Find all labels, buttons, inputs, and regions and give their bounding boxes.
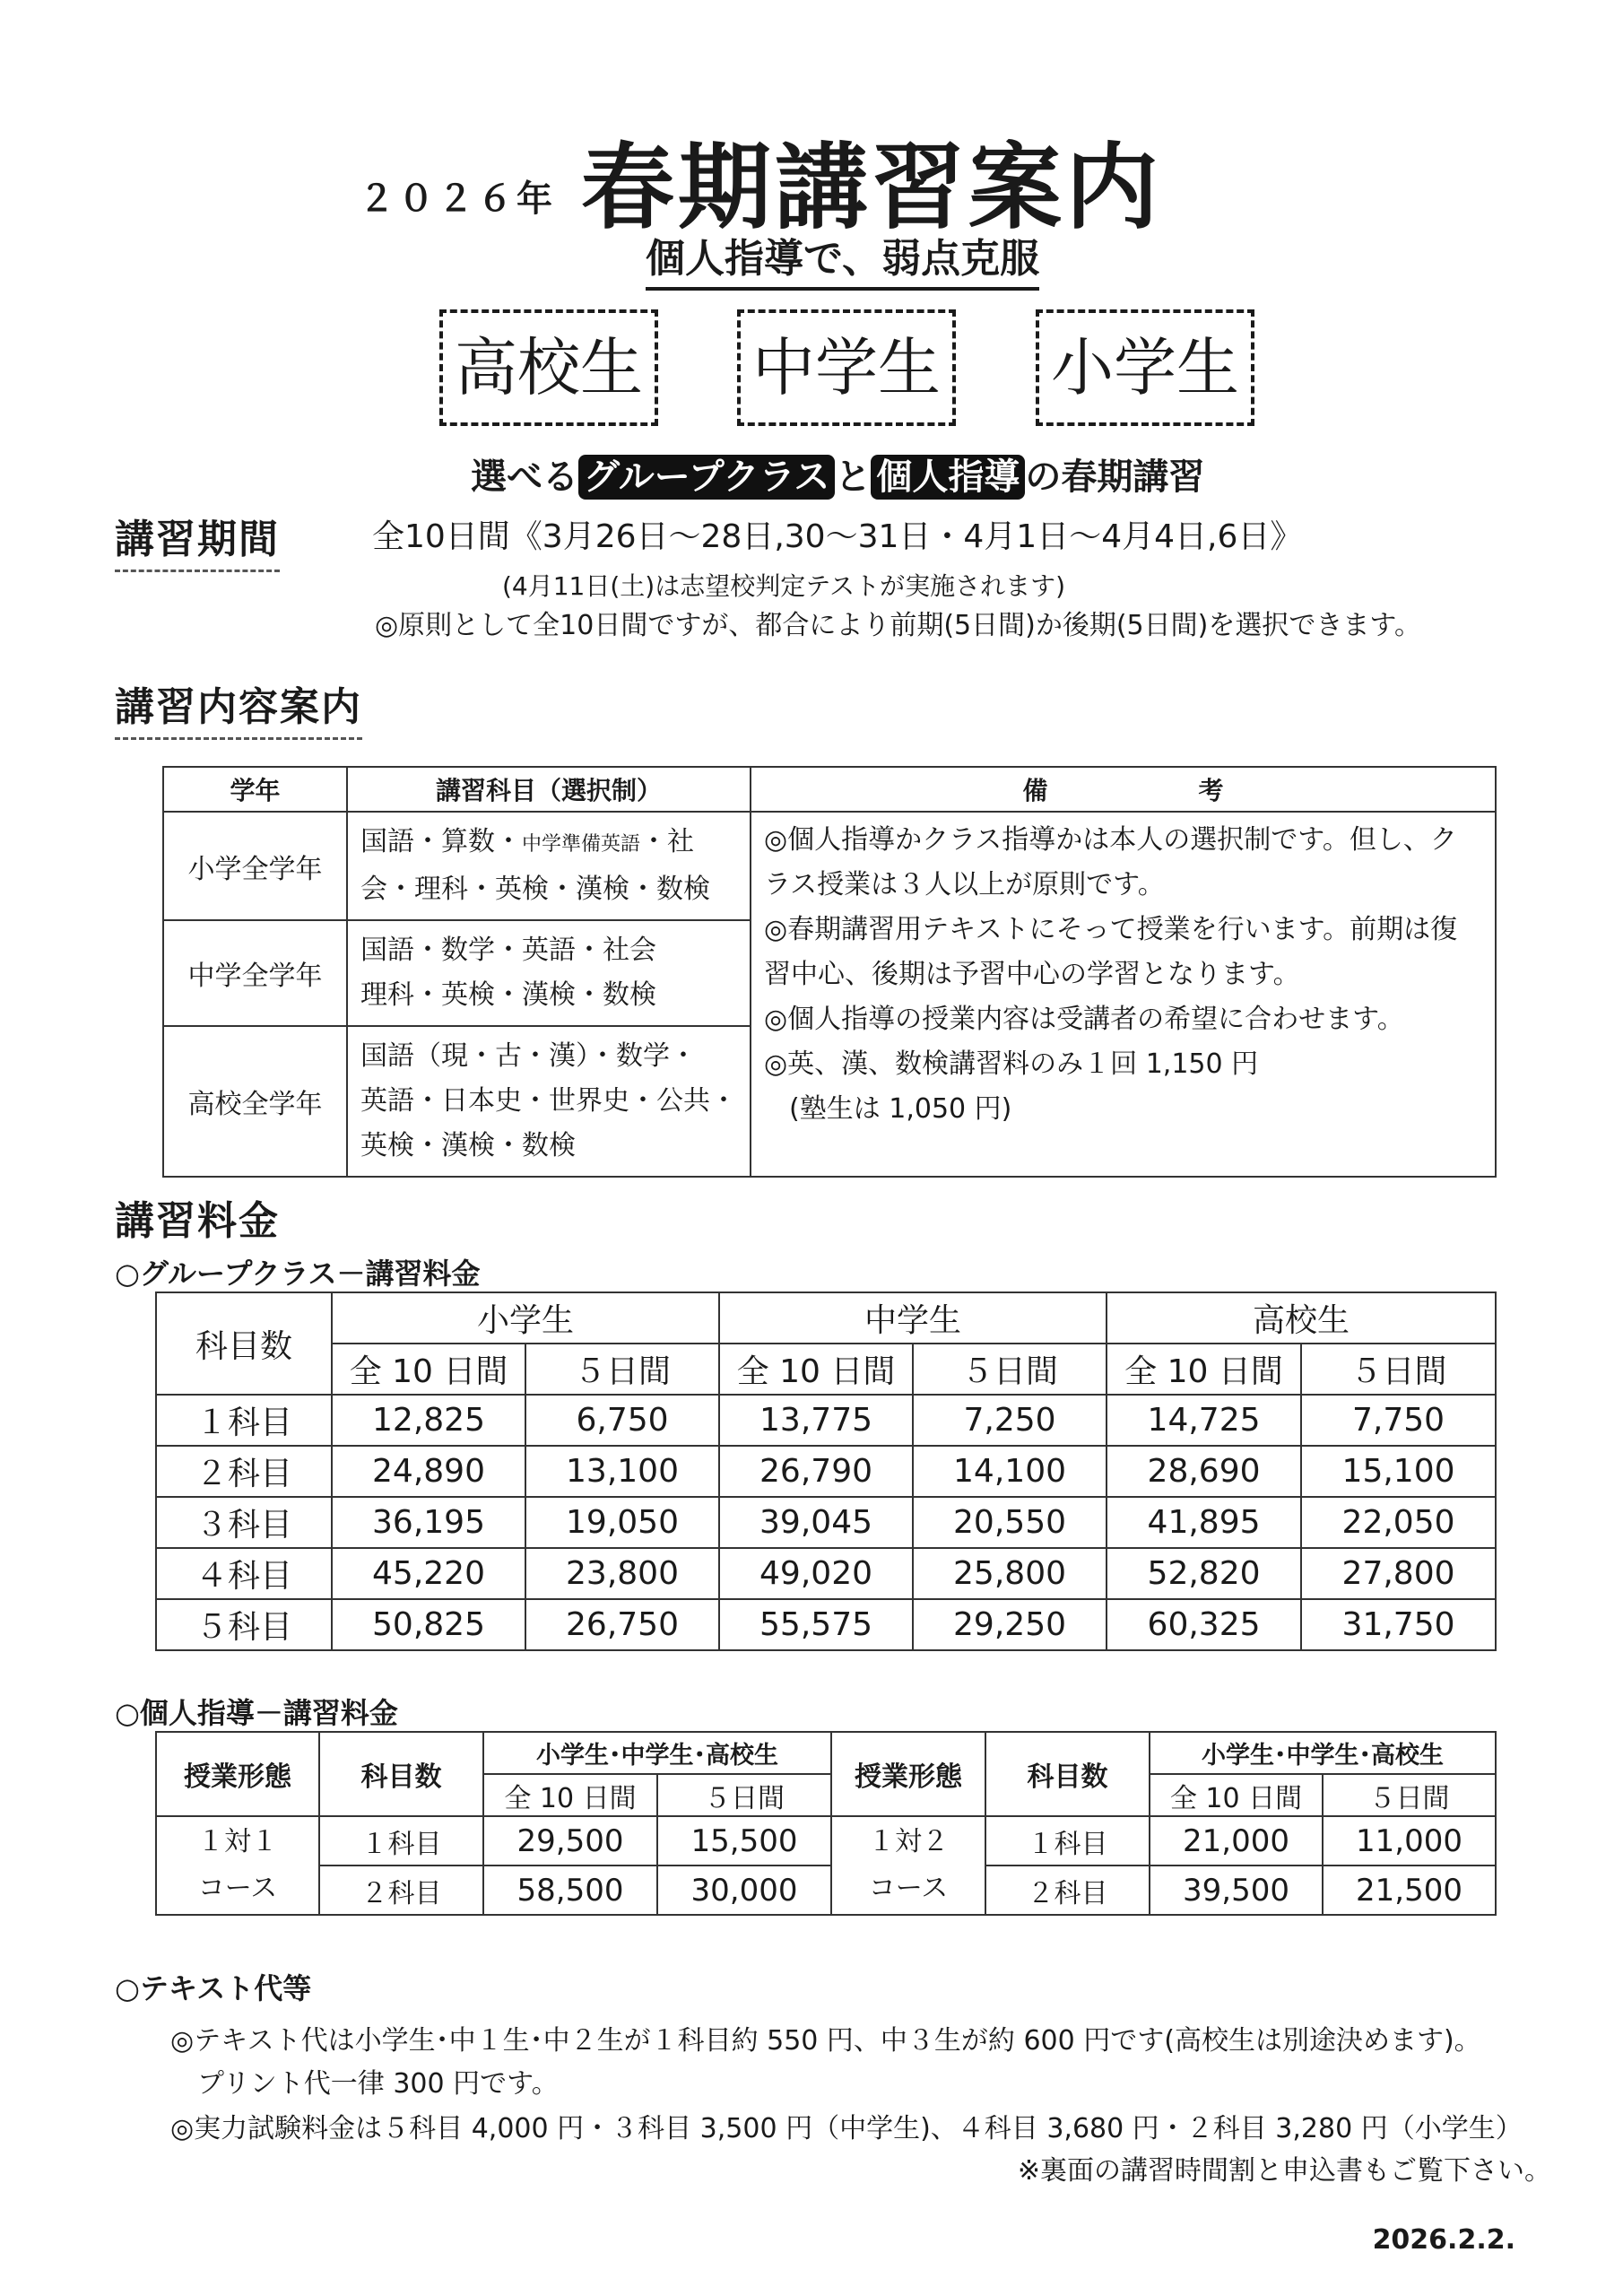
- fee-cell: 6,750: [525, 1395, 719, 1446]
- individual-fee-table: [155, 1731, 1497, 1916]
- row-label: ３科目: [156, 1497, 332, 1548]
- text-fee-line: ◎実力試験料金は５科目 4,000 円・３科目 3,500 円（中学生)、４科目 3,680 円・２科目 3,280 円（小学生）: [170, 2113, 1523, 2144]
- tagline-highlight-individual: 個人指導: [871, 455, 1025, 500]
- row-label: ２科目: [985, 1866, 1150, 1915]
- grade-cell: 小学全学年: [163, 812, 347, 920]
- fee-cell: 14,725: [1107, 1395, 1301, 1446]
- fee-cell: 15,100: [1301, 1446, 1496, 1497]
- tagline-part: 選べる: [471, 457, 578, 498]
- table-header-row: [163, 767, 1496, 812]
- fee-cell: 7,750: [1301, 1395, 1496, 1446]
- level-header: 小学生･中学生･高校生: [1150, 1732, 1496, 1774]
- grade-box-elementary: 小学生: [1036, 309, 1254, 426]
- fee-cell: 55,575: [719, 1599, 913, 1650]
- level-header: 小学生: [332, 1292, 719, 1344]
- remark-line: ◎個人指導の授業内容は受講者の希望に合わせます。: [764, 1004, 1404, 1035]
- fee-cell: 11,000: [1323, 1816, 1496, 1866]
- fee-cell: 14,100: [913, 1446, 1107, 1497]
- fee-cell: 23,800: [525, 1548, 719, 1599]
- subject-cell: [347, 812, 751, 920]
- fee-cell: 31,750: [1301, 1599, 1496, 1650]
- subject-text: 国語・数学・英語・社会: [360, 935, 656, 966]
- group-fees-heading: ○グループクラス－講習料金: [115, 1257, 481, 1291]
- column-header: 備 考: [751, 767, 1496, 812]
- fee-cell: 21,000: [1150, 1816, 1323, 1866]
- fee-cell: 20,550: [913, 1497, 1107, 1548]
- subject-text: 英語・日本史・世界史・公共・: [360, 1085, 737, 1117]
- table-row: [156, 1866, 1496, 1915]
- form-header: 授業形態: [156, 1732, 319, 1816]
- row-label: ２科目: [156, 1446, 332, 1497]
- issue-date: 2026.2.2.: [1372, 2224, 1515, 2256]
- row-label: ５科目: [156, 1599, 332, 1650]
- period-header: 全 10 日間: [332, 1344, 525, 1395]
- grade-box-high: 高校生: [439, 309, 658, 426]
- course-name: １対２: [868, 1826, 949, 1857]
- fee-cell: 12,825: [332, 1395, 525, 1446]
- period-header: ５日間: [525, 1344, 719, 1395]
- fee-cell: 30,000: [657, 1866, 831, 1915]
- subject-cell: [347, 920, 751, 1026]
- period-header: ５日間: [1323, 1774, 1496, 1816]
- table-header-row: [156, 1732, 1496, 1774]
- fee-cell: 52,820: [1107, 1548, 1301, 1599]
- period-header: ５日間: [913, 1344, 1107, 1395]
- remarks-cell: [751, 812, 1496, 1177]
- period-header: 全 10 日間: [1150, 1774, 1323, 1816]
- tagline-highlight-group: グループクラス: [578, 455, 835, 500]
- course-name: １対１: [197, 1826, 278, 1857]
- fee-cell: 29,500: [483, 1816, 657, 1866]
- subject-text: 国語・算数・: [360, 826, 522, 857]
- content-table: [162, 766, 1497, 1178]
- grade-cell: 高校全学年: [163, 1026, 347, 1177]
- fee-cell: 26,790: [719, 1446, 913, 1497]
- fee-cell: 36,195: [332, 1497, 525, 1548]
- subtitle: 個人指導で、弱点克服: [646, 226, 1039, 291]
- fee-cell: 25,800: [913, 1548, 1107, 1599]
- column-header: 学年: [163, 767, 347, 812]
- subject-text: ・社会・理科・英検・漢検・数検: [360, 826, 710, 905]
- table-row: [156, 1395, 1496, 1446]
- subject-text: 英検・漢検・数検: [360, 1130, 576, 1161]
- fee-cell: 19,050: [525, 1497, 719, 1548]
- count-header: 科目数: [319, 1732, 483, 1816]
- level-header: 高校生: [1107, 1292, 1496, 1344]
- period-header: ５日間: [1301, 1344, 1496, 1395]
- subject-text-small: 中学準備英語: [522, 833, 641, 856]
- remark-line: (塾生は 1,050 円): [789, 1093, 1012, 1125]
- row-label: ２科目: [319, 1866, 483, 1915]
- table-row: [156, 1497, 1496, 1548]
- fee-cell: 49,020: [719, 1548, 913, 1599]
- course-name: コース: [197, 1873, 278, 1904]
- page-title: 春期講習案内: [581, 133, 1163, 242]
- period-header: ５日間: [657, 1774, 831, 1816]
- table-row: [156, 1446, 1496, 1497]
- fee-cell: 7,250: [913, 1395, 1107, 1446]
- row-label: １科目: [985, 1816, 1150, 1866]
- text-fee-line: ◎テキスト代は小学生･中１生･中２生が１科目約 550 円、中３生が約 600 円です(高校生は別途決めます)。: [170, 2025, 1481, 2057]
- row-label: １科目: [319, 1816, 483, 1866]
- content-heading: 講習内容案内: [115, 674, 362, 740]
- grade-box-middle: 中学生: [737, 309, 956, 426]
- year-label: ２０２６年: [359, 178, 556, 220]
- tagline-part: と: [835, 457, 872, 498]
- subject-cell: [347, 1026, 751, 1177]
- count-header: 科目数: [985, 1732, 1150, 1816]
- table-row: [163, 812, 1496, 920]
- fee-cell: 39,500: [1150, 1866, 1323, 1915]
- fee-cell: 60,325: [1107, 1599, 1301, 1650]
- tagline-part: の春期講習: [1025, 457, 1205, 498]
- row-label: ４科目: [156, 1548, 332, 1599]
- period-note-test: (4月11日(土)は志望校判定テストが実施されます): [502, 571, 1066, 601]
- corner-header: 科目数: [156, 1292, 332, 1395]
- fee-cell: 45,220: [332, 1548, 525, 1599]
- group-fee-table: [155, 1292, 1497, 1651]
- remark-line: ◎春期講習用テキストにそって授業を行います。前期は復習中心、後期は予習中心の学習となります。: [764, 914, 1458, 990]
- period-dates: 全10日間《3月26日～28日,30～31日・4月1日～4月4日,6日》: [372, 518, 1303, 555]
- course-cell: [156, 1816, 319, 1915]
- row-label: １科目: [156, 1395, 332, 1446]
- remark-line: ◎個人指導かクラス指導かは本人の選択制です。但し、クラス授業は３人以上が原則です。: [764, 824, 1457, 900]
- table-header-row: [156, 1292, 1496, 1344]
- individual-fees-heading: ○個人指導－講習料金: [115, 1696, 398, 1730]
- text-fee-line: プリント代一律 300 円です。: [197, 2068, 559, 2100]
- fee-cell: 27,800: [1301, 1548, 1496, 1599]
- fee-cell: 29,250: [913, 1599, 1107, 1650]
- subject-text: 国語（現・古・漢）・数学・: [360, 1040, 697, 1072]
- column-header: 講習科目（選択制）: [347, 767, 751, 812]
- fee-cell: 21,500: [1323, 1866, 1496, 1915]
- table-row: [156, 1548, 1496, 1599]
- course-name: コース: [868, 1873, 949, 1904]
- fee-cell: 15,500: [657, 1816, 831, 1866]
- fee-cell: 22,050: [1301, 1497, 1496, 1548]
- fee-cell: 28,690: [1107, 1446, 1301, 1497]
- period-header: 全 10 日間: [719, 1344, 913, 1395]
- fee-cell: 39,045: [719, 1497, 913, 1548]
- text-fees-heading: ○テキスト代等: [115, 1971, 312, 2005]
- fee-cell: 24,890: [332, 1446, 525, 1497]
- subject-text: 理科・英検・漢検・数検: [360, 979, 656, 1011]
- table-row: [156, 1816, 1496, 1866]
- period-header: 全 10 日間: [1107, 1344, 1301, 1395]
- period-header: 全 10 日間: [483, 1774, 657, 1816]
- course-cell: [831, 1816, 985, 1915]
- fee-cell: 13,775: [719, 1395, 913, 1446]
- grade-cell: 中学全学年: [163, 920, 347, 1026]
- reverse-side-note: ※裏面の講習時間割と申込書もご覧下さい。: [1017, 2155, 1551, 2187]
- fee-cell: 13,100: [525, 1446, 719, 1497]
- period-note-choice: ◎原則として全10日間ですが、都合により前期(5日間)か後期(5日間)を選択できます。: [375, 610, 1421, 641]
- fees-heading: 講習料金: [115, 1198, 280, 1244]
- table-header-row: [156, 1344, 1496, 1395]
- remark-line: ◎英、漢、数検講習料のみ１回 1,150 円: [764, 1048, 1259, 1080]
- tagline: [471, 448, 1204, 500]
- form-header: 授業形態: [831, 1732, 985, 1816]
- fee-cell: 58,500: [483, 1866, 657, 1915]
- level-header: 中学生: [719, 1292, 1107, 1344]
- period-heading: 講習期間: [115, 507, 280, 572]
- table-row: [156, 1599, 1496, 1650]
- fee-cell: 26,750: [525, 1599, 719, 1650]
- fee-cell: 50,825: [332, 1599, 525, 1650]
- fee-cell: 41,895: [1107, 1497, 1301, 1548]
- level-header: 小学生･中学生･高校生: [483, 1732, 831, 1774]
